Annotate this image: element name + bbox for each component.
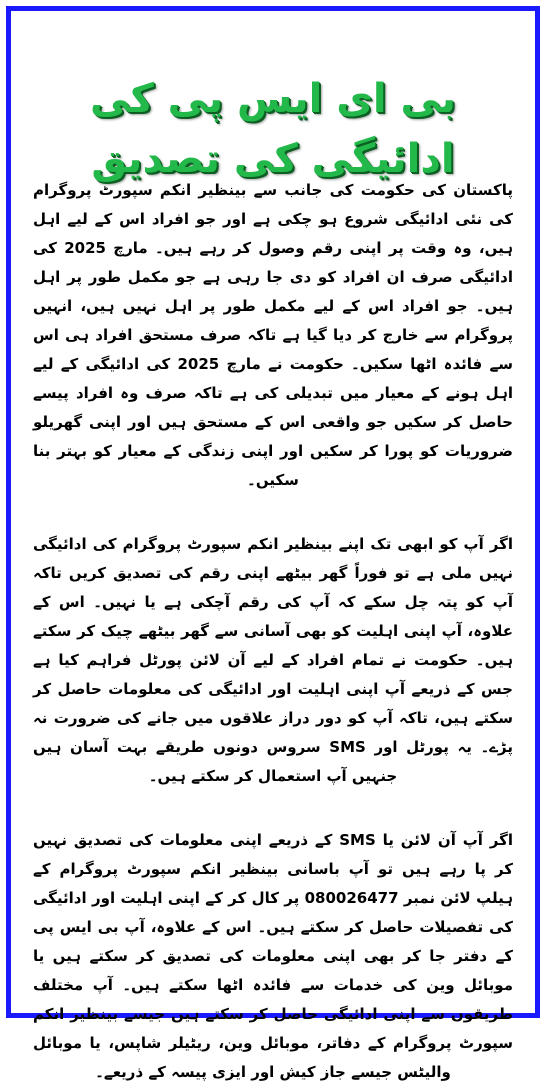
paragraph-1: پاکستان کی حکومت کی جانب سے بینظیر انکم سپورٹ پروگرام کی نئی ادائیگی شروع ہو چکی ہے اور جو افراد اس کے لیے اہل ہیں، وہ وقت پر اپنی رقم وصول کر رہے ہیں۔ مارچ 2025 کی ادائیگی صرف ان افراد کو دی جا رہی ہے جو مکمل طور پر اہل ہیں۔ جو افراد اس کے لیے مکمل طور پر اہل نہیں ہیں، انہیں پروگرام سے خارج کر دیا گیا ہے تاکہ صرف مستحق افراد ہی اس سے فائدہ اٹھا سکیں۔ حکومت نے مارچ 2025 کی ادائیگی کے لیے اہل ہونے کے معیار میں تبدیلی کی ہے تاکہ صرف وہ افراد پیسے حاصل کر سکیں جو واقعی اس کے مستحق ہیں اور اپنی گھریلو ضروریات کو پورا کر سکیں اور اپنی زندگی کے معیار کو بہتر بنا سکیں۔: [33, 181, 513, 489]
article-frame: [6, 6, 540, 1081]
paragraph-2: اگر آپ کو ابھی تک اپنے بینظیر انکم سپورٹ پروگرام کی ادائیگی نہیں ملی ہے تو فوراً گھر بیٹھے اپنی رقم کی تصدیق کریں تاکہ آپ کو پتہ چل سکے کہ آپ کی رقم آچکی ہے یا نہیں۔ اس کے علاوہ، آپ اپنی اہلیت کو بھی آسانی سے گھر بیٹھے چیک کر سکتے ہیں۔ حکومت نے تمام افراد کے لیے آن لائن پورٹل فراہم کیا ہے جس کے ذریعے آپ اپنی اہلیت اور ادائیگی کی معلومات حاصل کر سکتے ہیں، تاکہ آپ کو دور دراز علاقوں میں جانے کی ضرورت نہ پڑے۔ یہ پورٹل اور SMS سروس دونوں طریقے بہت آسان ہیں جنہیں آپ استعمال کر سکتے ہیں۔: [33, 535, 514, 785]
article-title: بی ای ایس پی کی ادائیگی کی تصدیق: [89, 76, 457, 182]
article-body: [33, 176, 513, 1087]
paragraph-3: اگر آپ آن لائن یا SMS کے ذریعے اپنی معلومات کی تصدیق نہیں کر پا رہے ہیں تو آپ باسانی بینظیر انکم سپورٹ پروگرام کے ہیلپ لائن نمبر 080026477 پر کال کر کے اپنی اہلیت اور ادائیگی کی تفصیلات حاصل کر سکتے ہیں۔ اس کے علاوہ، آپ بی ایس پی کے دفتر جا کر بھی اپنی معلومات کی تصدیق کر سکتے ہیں یا موبائل وین کی خدمات سے فائدہ اٹھا سکتے ہیں۔ آپ مختلف طریقوں سے اپنی ادائیگی حاصل کر سکتے ہیں جیسے بینظیر انکم سپورٹ پروگرام کے دفاتر، موبائل وین، ریٹیلر شاپس، یا موبائل والیٹس جیسے جاز کیش اور ایزی پیسہ کے ذریعے۔: [33, 831, 513, 1081]
